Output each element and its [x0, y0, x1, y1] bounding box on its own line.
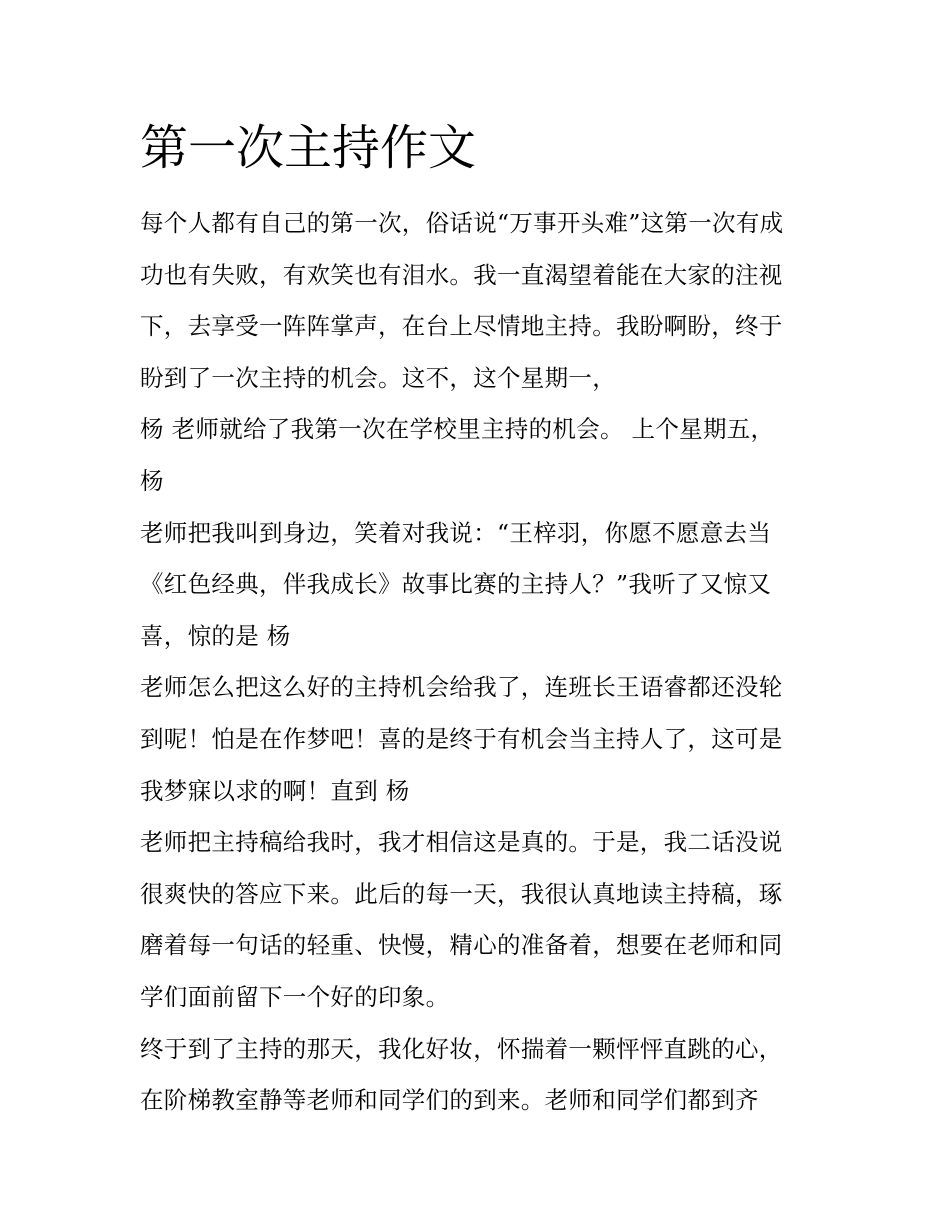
text-line: 每个人都有自己的第一次，俗话说“万事开头难”这第一次有成	[140, 209, 784, 237]
text-line: 杨	[140, 466, 164, 495]
text-line: 学们面前留下一个好的印象。	[140, 982, 450, 1011]
text-line: 终于到了主持的那天，我化好妆，怀揣着一颗怦怦直跳的心，	[140, 1034, 783, 1063]
text-line: 老师把我叫到身边，笑着对我说：“王梓羽，你愿不愿意去当	[140, 518, 772, 547]
text-line: 磨着每一句话的轻重、快慢，精心的准备着，想要在老师和同	[140, 931, 783, 960]
document-title: 第一次主持作文	[140, 120, 477, 176]
text-line: 很爽快的答应下来。此后的每一天，我很认真地读主持稿，琢	[140, 879, 783, 908]
text-line: 老师怎么把这么好的主持机会给我了，连班长王语睿都还没轮	[140, 673, 783, 702]
text-line: 盼到了一次主持的机会。这不，这个星期一，	[140, 363, 616, 392]
text-line: 到呢！怕是在作梦吧！喜的是终于有机会当主持人了，这可是	[140, 724, 783, 753]
text-line: 下，去享受一阵阵掌声，在台上尽情地主持。我盼啊盼，终于	[140, 312, 783, 341]
text-line: 功也有失败，有欢笑也有泪水。我一直渴望着能在大家的注视	[140, 260, 783, 289]
text-line: 老师把主持稿给我时，我才相信这是真的。于是，我二话没说	[140, 828, 783, 857]
text-line: 杨 老师就给了我第一次在学校里主持的机会。 上个星期五，	[140, 415, 775, 444]
text-line: 喜，惊的是 杨	[140, 621, 291, 650]
document-body	[140, 198, 840, 1127]
text-line: 《红色经典，伴我成长》故事比赛的主持人？”我听了又惊又	[140, 570, 772, 599]
text-line: 我梦寐以求的啊！直到 杨	[140, 776, 410, 805]
text-line: 在阶梯教室静等老师和同学们的到来。老师和同学们都到齐	[140, 1086, 759, 1115]
